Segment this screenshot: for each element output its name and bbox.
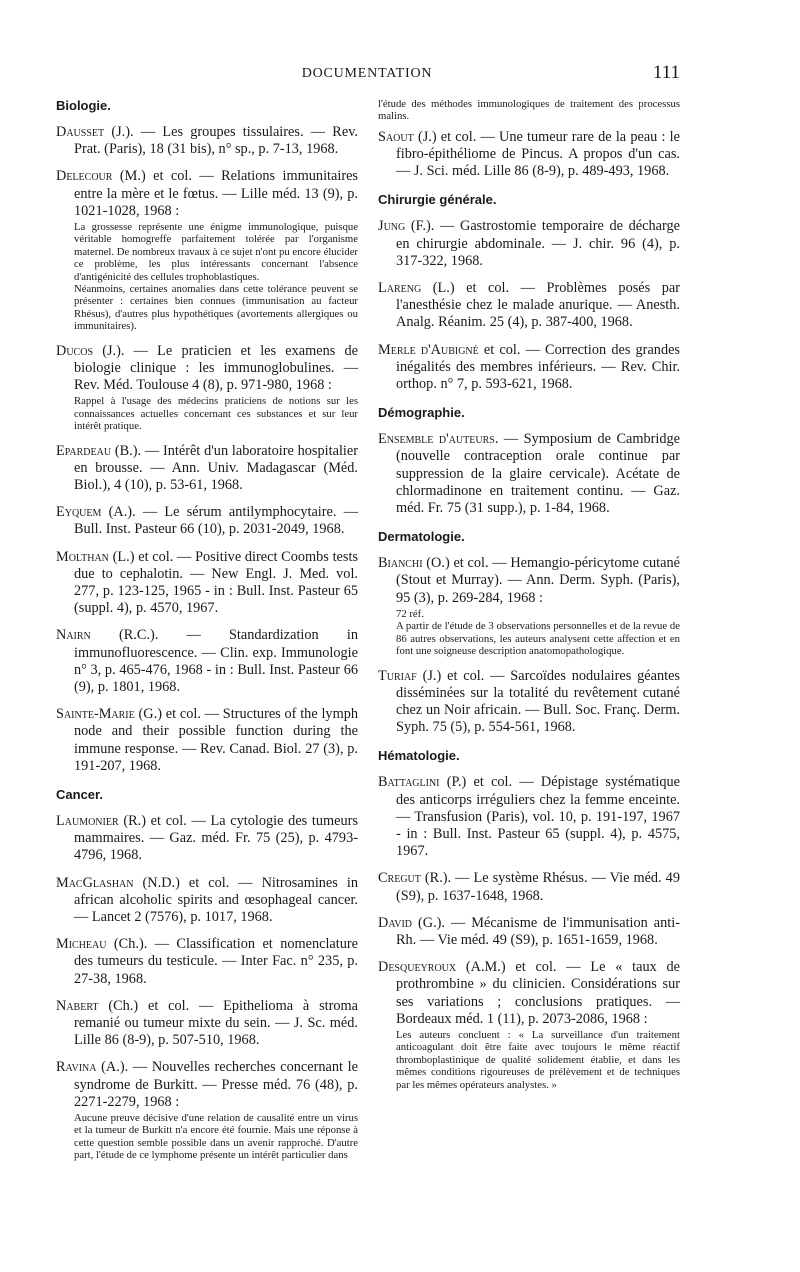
bibliography-entry: [56, 168, 358, 332]
entry-author: Cregut: [378, 870, 421, 887]
page-number: 111: [652, 62, 680, 83]
entry-author: Laumonier: [56, 812, 119, 829]
entry-author: Merle d'Aubigné: [378, 341, 479, 358]
entry-author: Desqueyroux: [378, 959, 457, 976]
entry-author: Eyquem: [56, 504, 102, 521]
bibliography-entry: [378, 774, 680, 860]
bibliography-entry: [378, 129, 680, 181]
bibliography-entry: [56, 936, 358, 988]
entry-author: Ducos: [56, 342, 93, 359]
entry-citation: . — Symposium de Cambridge (nouvelle contraception orale continue par suppression de la glaire cervicale). Acétate de chlormadinone en traitement continu. — Gaz. méd. Fr. 75 (31 supp.), p. 1-84, 1968.: [396, 431, 680, 517]
entry-citation: (J.) et col. — Une tumeur rare de la peau : le fibro-épithéliome de Pincus. A propos d'un cas. — J. Sci. méd. Lille 86 (8-9), p. 489-493, 1968.: [396, 128, 681, 180]
entry-author: Ravina: [56, 1059, 97, 1076]
entry-abstract: Rappel à l'usage des médecins praticiens de notions sur les connaissances actuelles concernant ces substances et sur leur intérêt pratique.: [74, 395, 358, 433]
entry-citation: (N.D.) et col. — Nitrosamines in african alcoholic spirits and œsophageal cancer. — Lancet 2 (7576), p. 1017, 1968.: [74, 874, 358, 925]
entry-citation: (R.C.). — Standardization in immunofluorescence. — Clin. exp. Immunologie n° 3, p. 465-476, 1968 - in : Bull. Inst. Pasteur 66 (9), p. 1801, 1968.: [74, 627, 358, 695]
entry-citation: (L.) et col. — Problèmes posés par l'anesthésie chez le malade anurique. — Anesth. Analg. Réanim. 25 (4), p. 387-400, 1968.: [396, 280, 681, 331]
bibliography-entry: [56, 813, 358, 865]
section-heading-demographie: Démographie.: [378, 405, 465, 421]
entry-author: Delecour: [56, 168, 113, 185]
entry-abstract: Les auteurs concluent : « La surveillance d'un traitement anticoagulant doit être faite avec toujours le même réactif thromboplastinique de qualité solidement établie, et dans les mêmes conditions rigoureuses de prélèvement et de techniques par les mêmes opérateurs analystes. »: [396, 1028, 680, 1091]
bibliography-entry: [378, 870, 680, 904]
entry-author: Nairn: [56, 627, 91, 644]
entry-citation: (L.) et col. — Positive direct Coombs tests due to cephalotin. — New Engl. J. Med. vol. 277, p. 123-125, 1965 - in : Bull. Inst. Pasteur 65 (suppl. 4), p. 4570, 1967.: [74, 548, 358, 617]
bibliography-entry: [56, 124, 358, 158]
section-heading-dermatologie: Dermatologie.: [378, 529, 465, 545]
bibliography-entry: [378, 342, 680, 394]
entry-author: Lareng: [378, 280, 422, 297]
left-column: [56, 98, 358, 1172]
entry-citation: (Ch.) et col. — Epithelioma à stroma remanié ou tumeur mixte du sein. — J. Sc. méd. Lille 86 (8-9), p. 507-510, 1968.: [74, 997, 358, 1049]
entry-citation: (G.). — Mécanisme de l'immunisation anti-Rh. — Vie méd. 49 (S9), p. 1651-1659, 1968.: [396, 914, 680, 948]
entry-abstract: Aucune preuve décisive d'une relation de causalité entre un virus et la tumeur de Burkitt n'a encore été fournie. Mais une réponse à cette question semble possible dans un avenir rapproché. D'autre part, l'étude de ce lymphome présente un intérêt particulier dans: [74, 1112, 358, 1162]
entry-author: Nabert: [56, 997, 99, 1014]
entry-citation: (Ch.). — Classification et nomenclature des tumeurs du testicule. — Inter Fac. n° 235, p. 27-38, 1968.: [74, 936, 358, 987]
entry-author: Micheau: [56, 936, 107, 953]
entry-reference-count: 72 réf.: [396, 607, 424, 620]
entry-author: Battaglini: [378, 774, 440, 791]
bibliography-entry: [56, 706, 358, 775]
entry-author: Dausset: [56, 124, 105, 140]
bibliography-entry: [56, 998, 358, 1050]
bibliography-entry: [56, 443, 358, 495]
entry-citation: (A.). — Nouvelles recherches concernant le syndrome de Burkitt. — Presse méd. 76 (48), p. 2271-2279, 1968 :: [74, 1059, 358, 1110]
bibliography-entry: [378, 915, 680, 949]
entry-citation: (R.) et col. — La cytologie des tumeurs mammaires. — Gaz. méd. Fr. 75 (25), p. 4793-4796, 1968.: [74, 812, 358, 864]
entry-citation: (M.) et col. — Relations immunitaires entre la mère et le fœtus. — Lille méd. 13 (9), p. 1021-1028, 1968 :: [74, 168, 358, 219]
entry-citation: (F.). — Gastrostomie temporaire de décharge en chirurgie abdominale. — J. chir. 96 (4), p. 317-322, 1968.: [396, 218, 680, 269]
bibliography-entry: [378, 959, 680, 1091]
entry-citation: (A.M.) et col. — Le « taux de prothrombine » du clinicien. Considérations sur ses variations ; conclusions pratiques. — Bordeaux méd. 1 (11), p. 2073-2086, 1968 :: [396, 959, 681, 1027]
entry-citation: (B.). — Intérêt d'un laboratoire hospitalier en brousse. — Ann. Univ. Madagascar (Méd. Biol.), 4 (10), p. 53-61, 1968.: [74, 442, 358, 493]
bibliography-entry: [378, 280, 680, 332]
entry-author: David: [378, 914, 413, 931]
section-heading-biologie: Biologie.: [56, 98, 111, 113]
entry-author: Saout: [378, 128, 414, 145]
bibliography-entry: [56, 875, 358, 927]
entry-citation: (J.). — Le praticien et les examens de biologie clinique : les immunoglobulines. — Rev. Méd. Toulouse 4 (8), p. 971-980, 1968 :: [74, 342, 359, 394]
running-header: [56, 64, 678, 84]
entry-author: MacGlashan: [56, 874, 134, 891]
section-heading-hematologie: Hématologie.: [378, 748, 460, 764]
entry-abstract: A partir de l'étude de 3 observations personnelles et de la revue de 86 autres observations, les auteurs analysent cette affection et en font une soigneuse description anatomopathologique.: [396, 620, 680, 658]
entry-citation: et col. — Correction des grandes inégalités des membres inférieurs. — Rev. Chir. orthop. n° 7, p. 593-621, 1968.: [396, 341, 680, 393]
right-column: [378, 98, 680, 1101]
bibliography-entry: [56, 627, 358, 696]
entry-author: Bianchi: [378, 555, 423, 572]
abstract-continuation: l'étude des méthodes immunologiques de traitement des processus malins.: [378, 98, 680, 123]
bibliography-entry: [378, 555, 680, 657]
entry-author: Molthan: [56, 548, 109, 565]
entry-author: Jung: [378, 218, 406, 235]
bibliography-entry: [56, 343, 358, 433]
entry-author: Ensemble d'auteurs: [378, 431, 495, 448]
running-title: DOCUMENTATION: [301, 66, 433, 81]
entry-citation: (G.) et col. — Structures of the lymph node and their possible function during the immune response. — Rev. Canad. Biol. 27 (3), p. 191-207, 1968.: [74, 706, 359, 774]
section-heading-chirurgie: Chirurgie générale.: [378, 192, 497, 208]
entry-author: Turiaf: [378, 667, 417, 684]
entry-abstract: La grossesse représente une énigme immunologique, puisque véritable homogreffe parfaitement tolérée par l'organisme maternel. De nombreux travaux à ce sujet n'ont pu encore élucider ce problème, les plus intéressants concernant l'absence d'antigénicité des cellules trophoblastiques.: [74, 221, 358, 283]
section-heading-cancer: Cancer.: [56, 786, 103, 802]
entry-abstract-continued: Néanmoins, certaines anomalies dans cette tolérance peuvent se présenter : certaines bien connues (immunisation au facteur Rhésus), d'autres plus hypothétiques (avortements allergiques ou immunitaires).: [74, 283, 358, 333]
entry-citation: (P.) et col. — Dépistage systématique des anticorps irréguliers chez la femme enceinte. — Transfusion (Paris), vol. 10, p. 191-197, 1967 - in : Bull. Inst. Pasteur 65 (suppl. 4), p. 4575, 1967.: [396, 774, 680, 860]
entry-citation: (O.) et col. — Hemangio-péricytome cutané (Stout et Murray). — Ann. Derm. Syph. (Paris), 95 (3), p. 269-284, 1968 :: [396, 555, 680, 606]
bibliography-entry: [378, 431, 680, 517]
entry-author: Epardeau: [56, 442, 112, 459]
entry-citation: (J.). — Les groupes tissulaires. — Rev. Prat. (Paris), 18 (31 bis), n° sp., p. 7-13, 1968.: [74, 124, 358, 158]
entry-citation: (J.) et col. — Sarcoïdes nodulaires géantes disséminées sur la totalité du revêtement cutané chez un Noir africain. — Bull. Soc. Franç. Derm. Syph. 75 (5), p. 554-561, 1968.: [396, 667, 680, 736]
bibliography-entry: [56, 1059, 358, 1161]
bibliography-entry: [56, 549, 358, 618]
bibliography-entry: [56, 504, 358, 538]
bibliography-entry: [378, 668, 680, 737]
bibliography-entry: [378, 218, 680, 270]
entry-author: Sainte-Marie: [56, 706, 135, 723]
entry-citation: (R.). — Le système Rhésus. — Vie méd. 49 (S9), p. 1637-1648, 1968.: [396, 870, 680, 904]
entry-citation: (A.). — Le sérum antilymphocytaire. — Bull. Inst. Pasteur 66 (10), p. 2031-2049, 1968.: [74, 504, 358, 538]
